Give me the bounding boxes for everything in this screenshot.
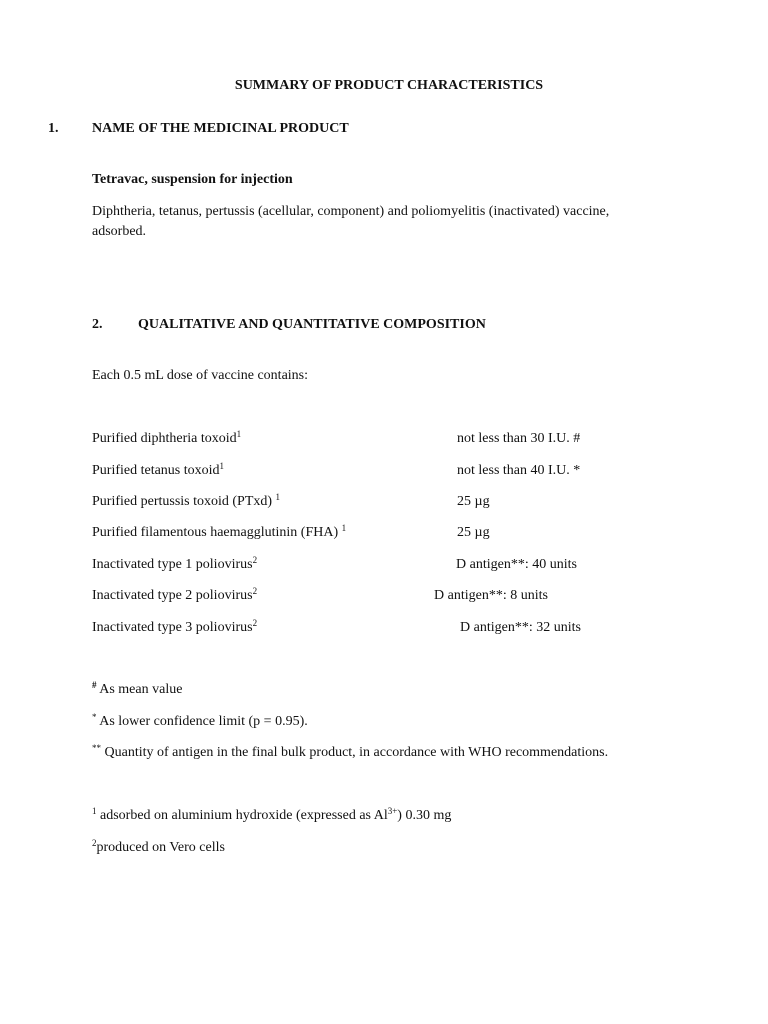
component-value: D antigen**: 32 units — [460, 620, 581, 635]
component-name — [92, 523, 347, 540]
document-title: SUMMARY OF PRODUCT CHARACTERISTICS — [234, 78, 544, 93]
product-description-line-1: Diphtheria, tetanus, pertussis (acellular, component) and poliomyelitis (inactivated) vaccine, — [92, 204, 610, 219]
component-name-text: Inactivated type 3 poliovirus — [92, 620, 253, 635]
component-name-text: Purified filamentous haemagglutinin (FHA) — [92, 525, 342, 540]
footnote-antigen-quantity — [92, 743, 609, 760]
footnote-text: As lower confidence limit (p = 0.95). — [96, 714, 308, 729]
footnote-text: As mean value — [96, 682, 183, 697]
footnote-text: adsorbed on aluminium hydroxide (expressed as Al — [96, 808, 388, 823]
footnote-ref: 2 — [252, 555, 258, 565]
product-description-line-2: adsorbed. — [92, 224, 147, 239]
footnote-ref: 2 — [252, 618, 258, 628]
footnote-text: produced on Vero cells — [96, 840, 225, 855]
component-name-text: Purified tetanus toxoid — [92, 463, 220, 478]
footnote-ref: 2 — [252, 586, 258, 596]
section-2-heading: QUALITATIVE AND QUANTITATIVE COMPOSITION — [138, 317, 486, 332]
product-name: Tetravac, suspension for injection — [92, 172, 293, 187]
component-value: D antigen**: 40 units — [456, 557, 577, 572]
footnote-adsorbed — [92, 806, 452, 823]
component-name — [92, 461, 225, 478]
dose-intro: Each 0.5 mL dose of vaccine contains: — [92, 368, 309, 383]
component-value: not less than 40 I.U. * — [457, 463, 581, 478]
footnote-text-tail: ) 0.30 mg — [397, 808, 452, 823]
footnote-confidence-limit — [92, 712, 308, 729]
footnote-mark: * — [92, 712, 97, 722]
footnote-ref: 1 — [341, 523, 347, 533]
component-value: 25 µg — [457, 525, 490, 540]
footnote-ref: 1 — [219, 461, 225, 471]
section-2-number: 2. — [92, 317, 103, 332]
footnote-ref: 1 — [236, 429, 242, 439]
ion-charge: 3+ — [387, 806, 398, 816]
section-1-heading: NAME OF THE MEDICINAL PRODUCT — [92, 121, 349, 136]
section-1-number: 1. — [48, 121, 59, 136]
footnote-mark: ** — [92, 743, 101, 753]
footnote-mark: 1 — [92, 806, 97, 816]
footnote-text: Quantity of antigen in the final bulk product, in accordance with WHO recommendations. — [101, 745, 609, 760]
component-value: not less than 30 I.U. # — [457, 431, 581, 446]
component-value: D antigen**: 8 units — [434, 588, 548, 603]
component-name — [92, 555, 258, 572]
component-name — [92, 586, 258, 603]
component-name-text: Purified diphtheria toxoid — [92, 431, 237, 446]
footnote-vero-cells — [92, 838, 225, 855]
component-name-text: Purified pertussis toxoid (PTxd) — [92, 494, 276, 509]
component-name — [92, 492, 281, 509]
component-value: 25 µg — [457, 494, 490, 509]
footnote-mean-value — [92, 680, 183, 697]
footnote-mark: 2 — [92, 838, 97, 848]
component-name-text: Inactivated type 2 poliovirus — [92, 588, 253, 603]
component-name-text: Inactivated type 1 poliovirus — [92, 557, 253, 572]
footnote-ref: 1 — [275, 492, 281, 502]
component-name — [92, 429, 242, 446]
footnote-mark: # — [92, 680, 97, 690]
component-name — [92, 618, 258, 635]
